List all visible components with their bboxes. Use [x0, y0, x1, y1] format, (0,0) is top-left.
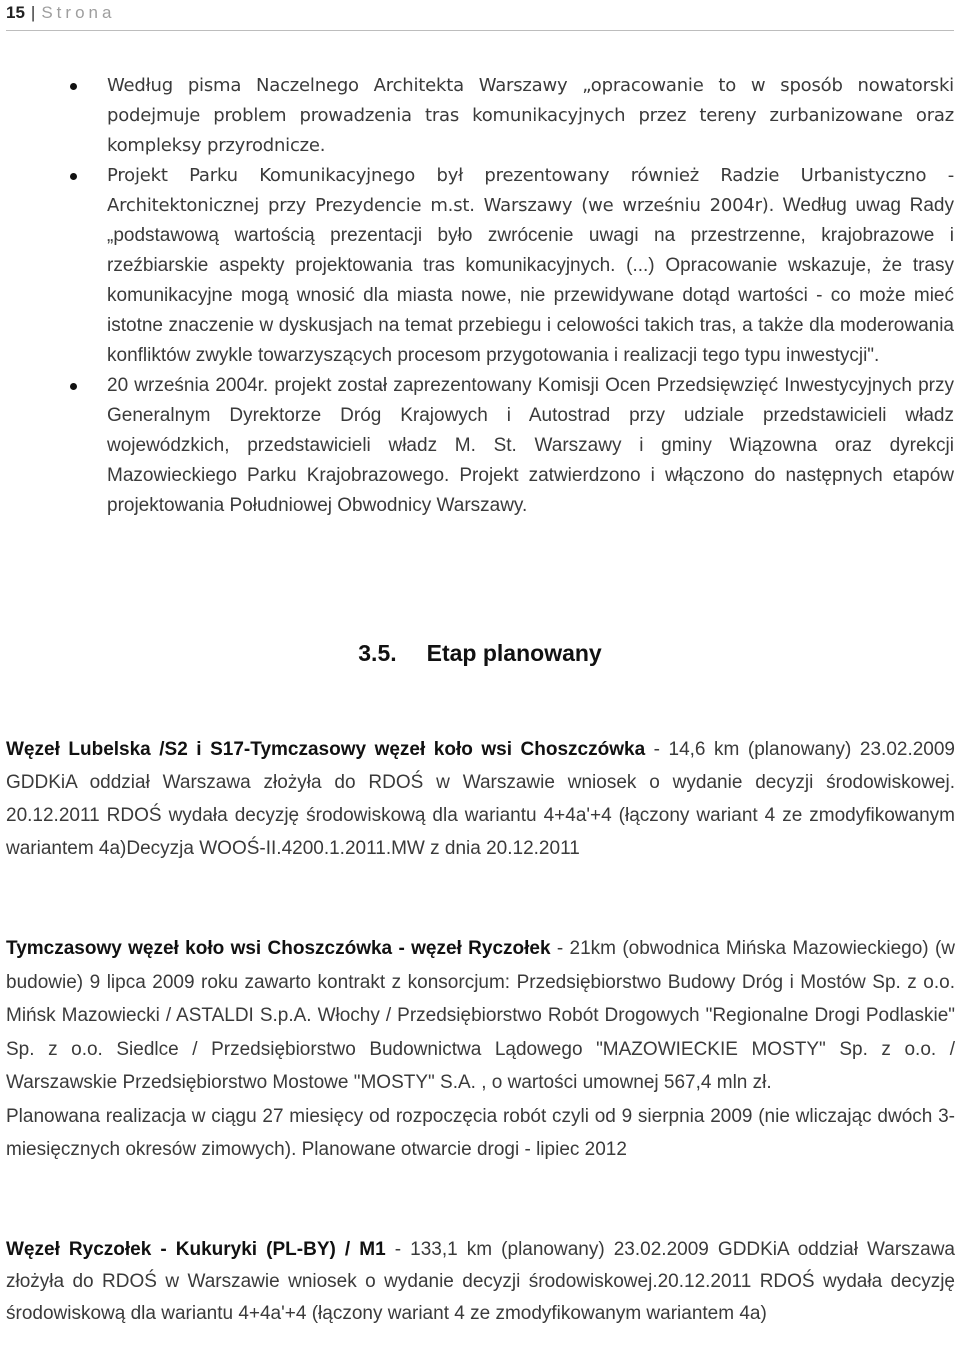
bullet-lead-text: Projekt Parku Komunikacyjnego był prezentowany również Radzie Urbanistyczno - Architektonicznej przy Prezydencie m.st. Warszawy (we wrześniu 2004r). [107, 165, 954, 216]
bullet-item-2 [107, 161, 954, 371]
page-number: 15 [6, 3, 25, 22]
paragraph-text-continued: Planowana realizacja w ciągu 27 miesięcy od rozpoczęcia robót czyli od 9 sierpnia 2009 (nie wliczając dwóch 3-miesięcznych okresów zimowych). Planowane otwarcie drogi - lipiec 2012 [6, 1105, 955, 1160]
bullet-item-3 [107, 371, 954, 521]
paragraph-heading: Tymczasowy węzeł koło wsi Choszczówka - węzeł Ryczołek [6, 938, 551, 959]
section-number: 3.5. [358, 640, 397, 666]
paragraph-heading: Węzeł Lubelska /S2 i S17-Tymczasowy węzeł koło wsi Choszczówka [6, 739, 646, 760]
header-separator: | [30, 3, 36, 22]
paragraph-ryczolek [6, 1234, 955, 1330]
bullet-text: Według uwag Rady „podstawową wartością prezentacji było zwrócenie uwagi na przestrzenne, krajobrazowe i rzeźbiarskie aspekty projektowania tras komunikacyjnych. (...) Opracowanie wskazuje, że trasy komunikacyjne mogą wnosić dla miasta nowe, nie przewidywane dotąd wartości - co może mieć istotne znaczenie w dyskusjach na temat przebiegu i celowości takich tras, a także dla moderowania konfliktów zwykle towarzyszących procesom przygotowania i realizacji tego typu inwestycji". [107, 195, 954, 366]
paragraph-heading: Węzeł Ryczołek - Kukuryki (PL-BY) / M1 [6, 1239, 386, 1260]
section-title: Etap planowany [426, 640, 602, 666]
page-label: Strona [41, 3, 116, 22]
paragraph-text: - 133,1 km (planowany) 23.02.2009 GDDKiA oddział Warszawa złożyła do RDOŚ w Warszawie wniosek o wydanie decyzji środowiskowej.20.12.2011 RDOŚ wydała decyzję środowiskową dla wariantu 4+4a'+4 (łączony wariant 4 ze zmodyfikowanym wariantem 4a) [6, 1239, 955, 1324]
bullet-text: 20 września 2004r. projekt został zaprezentowany Komisji Ocen Przedsięwzięć Inwestycyjnych przy Generalnym Dyrektorze Dróg Krajowych i Autostrad przy udziale przedstawicieli władz wojewódzkich, przedstawicieli władz M. St. Warszawy i gminy Wiązowna oraz dyrekcji Mazowieckiego Parku Krajobrazowego. Projekt zatwierdzono i włączono do następnych etapów projektowania Południowej Obwodnicy Warszawy. [107, 375, 954, 516]
paragraph-choszczowka [6, 932, 955, 1167]
section-heading [0, 640, 960, 667]
bullet-list [107, 71, 954, 521]
paragraph-text: - 21km (obwodnica Mińska Mazowieckiego) (w budowie) 9 lipca 2009 roku zawarto kontrakt z konsorcjum: Przedsiębiorstwo Budowy Dróg i Mostów Sp. z o.o. Mińsk Mazowiecki / ASTALDI S.p.A. Włochy / Przedsiębiorstwo Robót Drogowych "Regionalne Drogi Podlaskie" Sp. z o.o. Siedlce / Przedsiębiorstwo Budownictwa Lądowego "MAZOWIECKIE MOSTY" Sp. z o.o. / Warszawskie Przedsiębiorstwo Mostowe "MOSTY" S.A. , o wartości umownej 567,4 mln zł. [6, 938, 955, 1093]
page-header [6, 2, 954, 31]
bullet-text: Według pisma Naczelnego Architekta Warszawy „opracowanie to w sposób nowatorski podejmuje problem prowadzenia tras komunikacyjnych przez tereny zurbanizowane oraz kompleksy przyrodnicze. [107, 75, 954, 156]
paragraph-lubelska [6, 733, 955, 865]
bullet-item-1 [107, 71, 954, 161]
paragraph-text: - 14,6 km (planowany) 23.02.2009 GDDKiA oddział Warszawa złożyła do RDOŚ w Warszawie wniosek o wydanie decyzji środowiskowej. 20.12.2011 RDOŚ wydała decyzję środowiskową dla wariantu 4+4a'+4 (łączony wariant 4 ze zmodyfikowanym wariantem 4a)Decyzja WOOŚ-II.4200.1.2011.MW z dnia 20.12.2011 [6, 739, 956, 859]
